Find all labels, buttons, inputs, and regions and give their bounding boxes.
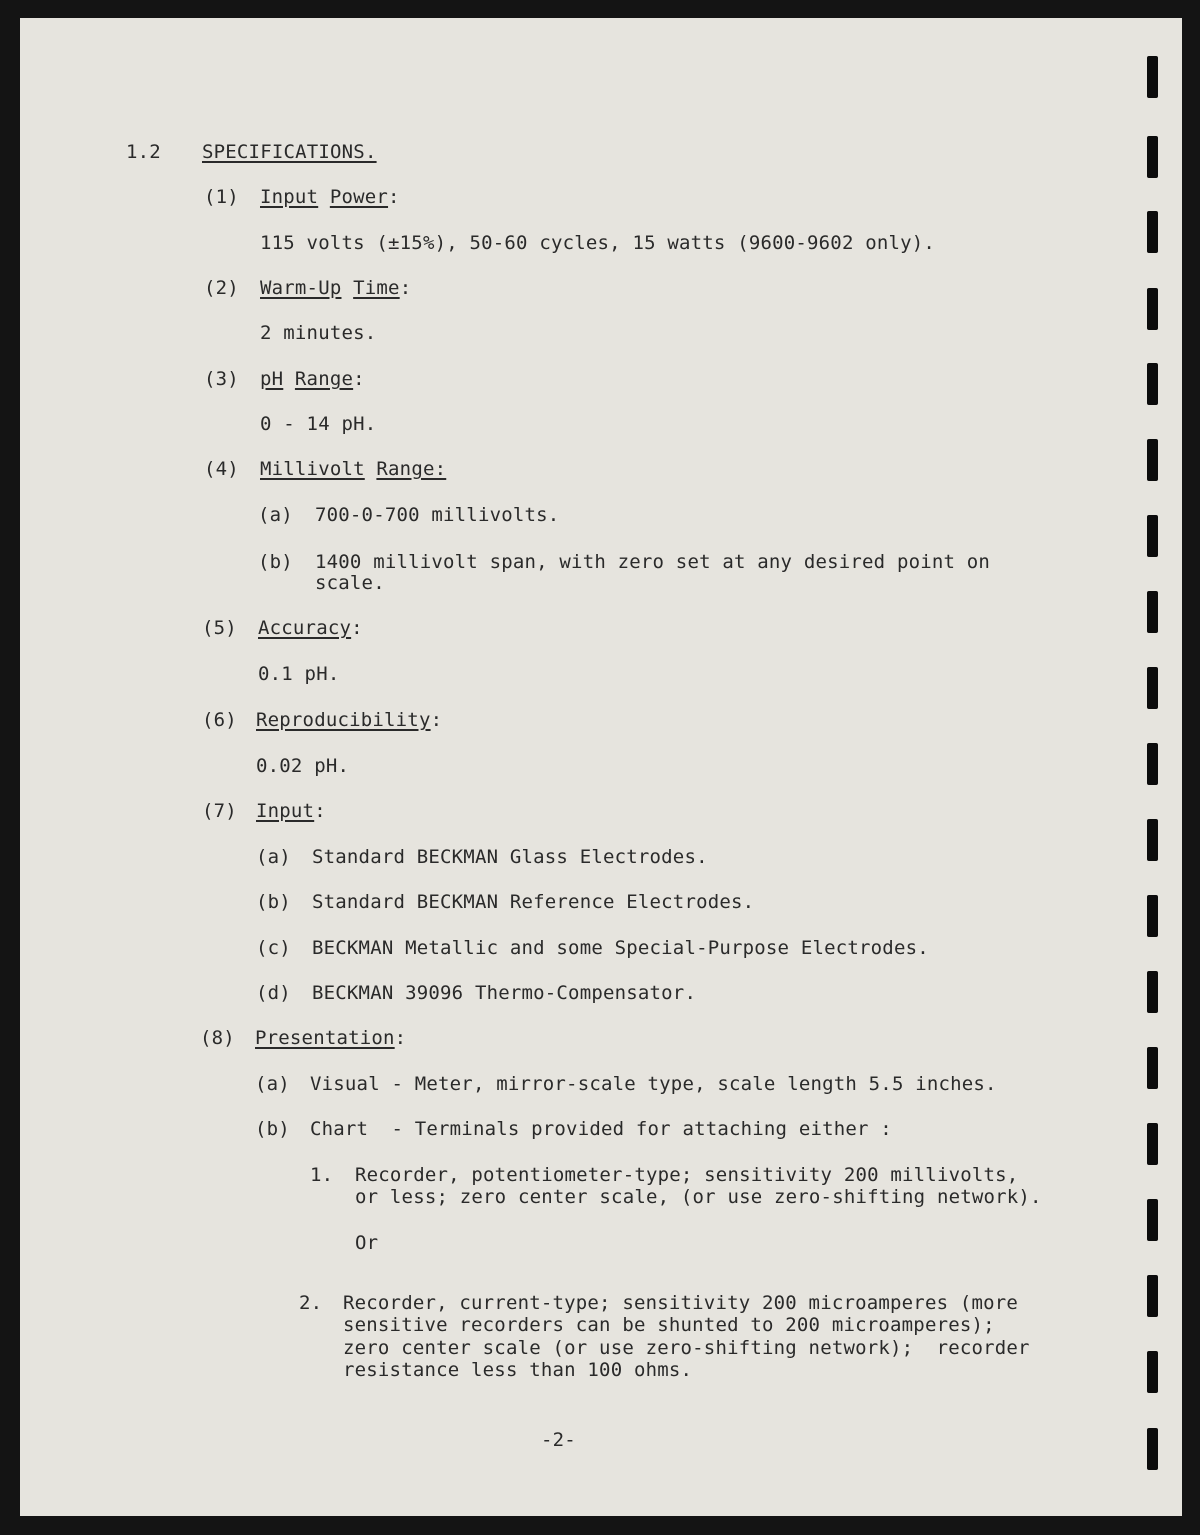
label-word: Range	[294, 368, 354, 390]
sub-text: Standard BECKMAN Glass Electrodes.	[312, 846, 708, 868]
label-word: Time	[353, 277, 400, 299]
binder-hole	[1147, 1199, 1158, 1241]
binder-hole	[1147, 439, 1158, 481]
item-label	[258, 617, 363, 639]
sub-letter: (a)	[255, 1073, 290, 1095]
option-text: resistance less than 100 ohms.	[343, 1359, 693, 1381]
sub-letter: (c)	[256, 937, 291, 959]
item-label	[256, 709, 442, 731]
sub-text: 700-0-700 millivolts.	[315, 504, 560, 526]
item-number: (5)	[202, 617, 237, 639]
item-number: (3)	[204, 368, 239, 390]
binder-hole	[1147, 1275, 1158, 1317]
binder-hole	[1147, 1351, 1158, 1393]
option-number: 1.	[310, 1164, 334, 1186]
item-label	[260, 186, 400, 208]
sub-letter: (d)	[256, 982, 291, 1004]
document-page	[20, 18, 1182, 1516]
label-word: Power	[329, 186, 389, 208]
label-word: Presentation	[255, 1027, 395, 1049]
binder-hole	[1147, 56, 1158, 98]
binder-hole	[1147, 1123, 1158, 1165]
page-number: -2-	[541, 1429, 576, 1451]
sub-letter: (b)	[256, 891, 291, 913]
item-label	[256, 800, 326, 822]
label-word: Input	[256, 800, 315, 822]
item-number: (6)	[202, 709, 237, 731]
binder-hole	[1147, 591, 1158, 633]
item-number: (1)	[204, 186, 239, 208]
item-number: (8)	[200, 1027, 235, 1049]
sub-text: 1400 millivolt span, with zero set at any desired point on	[315, 551, 991, 573]
label-suffix: :	[351, 617, 363, 639]
item-value: 0.02 pH.	[256, 755, 350, 777]
label-suffix: :	[314, 800, 326, 822]
sub-text: Standard BECKMAN Reference Electrodes.	[312, 891, 755, 913]
label-word: pH	[260, 368, 284, 390]
item-label	[260, 368, 365, 390]
item-label	[260, 277, 411, 299]
label-suffix: :	[353, 368, 365, 390]
sub-text: Chart - Terminals provided for attaching either :	[310, 1118, 892, 1140]
option-number: 2.	[299, 1292, 323, 1314]
item-value: 0 - 14 pH.	[260, 413, 377, 435]
binder-hole	[1147, 363, 1158, 405]
label-suffix: :	[399, 277, 412, 299]
label-word: Warm-Up	[260, 277, 342, 299]
binder-hole	[1147, 1047, 1158, 1089]
option-text: sensitive recorders can be shunted to 200 microamperes);	[343, 1314, 995, 1336]
item-number: (2)	[204, 277, 239, 299]
label-suffix: :	[430, 709, 443, 731]
option-text: Recorder, current-type; sensitivity 200 microamperes (more	[343, 1292, 1019, 1314]
sub-letter: (a)	[258, 504, 293, 526]
binder-hole	[1147, 136, 1158, 178]
binder-hole	[1147, 211, 1158, 253]
label-word: Range:	[376, 458, 447, 480]
label-word: Millivolt	[260, 458, 365, 480]
label-suffix: :	[394, 1027, 407, 1049]
binder-hole	[1147, 971, 1158, 1013]
sub-letter: (a)	[256, 846, 291, 868]
option-text: Recorder, potentiometer-type; sensitivity 200 millivolts,	[355, 1164, 1019, 1186]
label-word: Reproducibility	[256, 709, 431, 731]
sub-letter: (b)	[258, 551, 293, 573]
sub-text: BECKMAN Metallic and some Special-Purpose Electrodes.	[312, 937, 929, 959]
binder-hole	[1147, 743, 1158, 785]
item-value: 2 minutes.	[260, 322, 377, 344]
option-text: zero center scale (or use zero-shifting network); recorder	[343, 1337, 1030, 1359]
binder-hole	[1147, 819, 1158, 861]
section-title: SPECIFICATIONS.	[202, 141, 377, 163]
item-number: (7)	[202, 800, 237, 822]
sub-letter: (b)	[255, 1118, 290, 1140]
item-value: 115 volts (±15%), 50-60 cycles, 15 watts (9600-9602 only).	[260, 232, 936, 254]
item-number: (4)	[204, 458, 239, 480]
binder-hole	[1147, 895, 1158, 937]
label-word: Input	[260, 186, 319, 208]
binder-hole	[1147, 1428, 1158, 1470]
label-word: Accuracy	[258, 617, 352, 639]
item-value: 0.1 pH.	[258, 663, 340, 685]
binder-hole	[1147, 667, 1158, 709]
label-suffix: :	[388, 186, 400, 208]
option-text: or less; zero center scale, (or use zero-shifting network).	[355, 1186, 1042, 1208]
sub-text: BECKMAN 39096 Thermo-Compensator.	[312, 982, 697, 1004]
sub-text: Visual - Meter, mirror-scale type, scale length 5.5 inches.	[310, 1073, 997, 1095]
section-number: 1.2	[126, 141, 161, 163]
binder-hole	[1147, 515, 1158, 557]
item-label	[260, 458, 446, 480]
binder-holes	[1147, 18, 1161, 1516]
or-text: Or	[355, 1232, 379, 1254]
item-label	[255, 1027, 406, 1049]
binder-hole	[1147, 288, 1158, 330]
sub-text: scale.	[315, 572, 385, 594]
